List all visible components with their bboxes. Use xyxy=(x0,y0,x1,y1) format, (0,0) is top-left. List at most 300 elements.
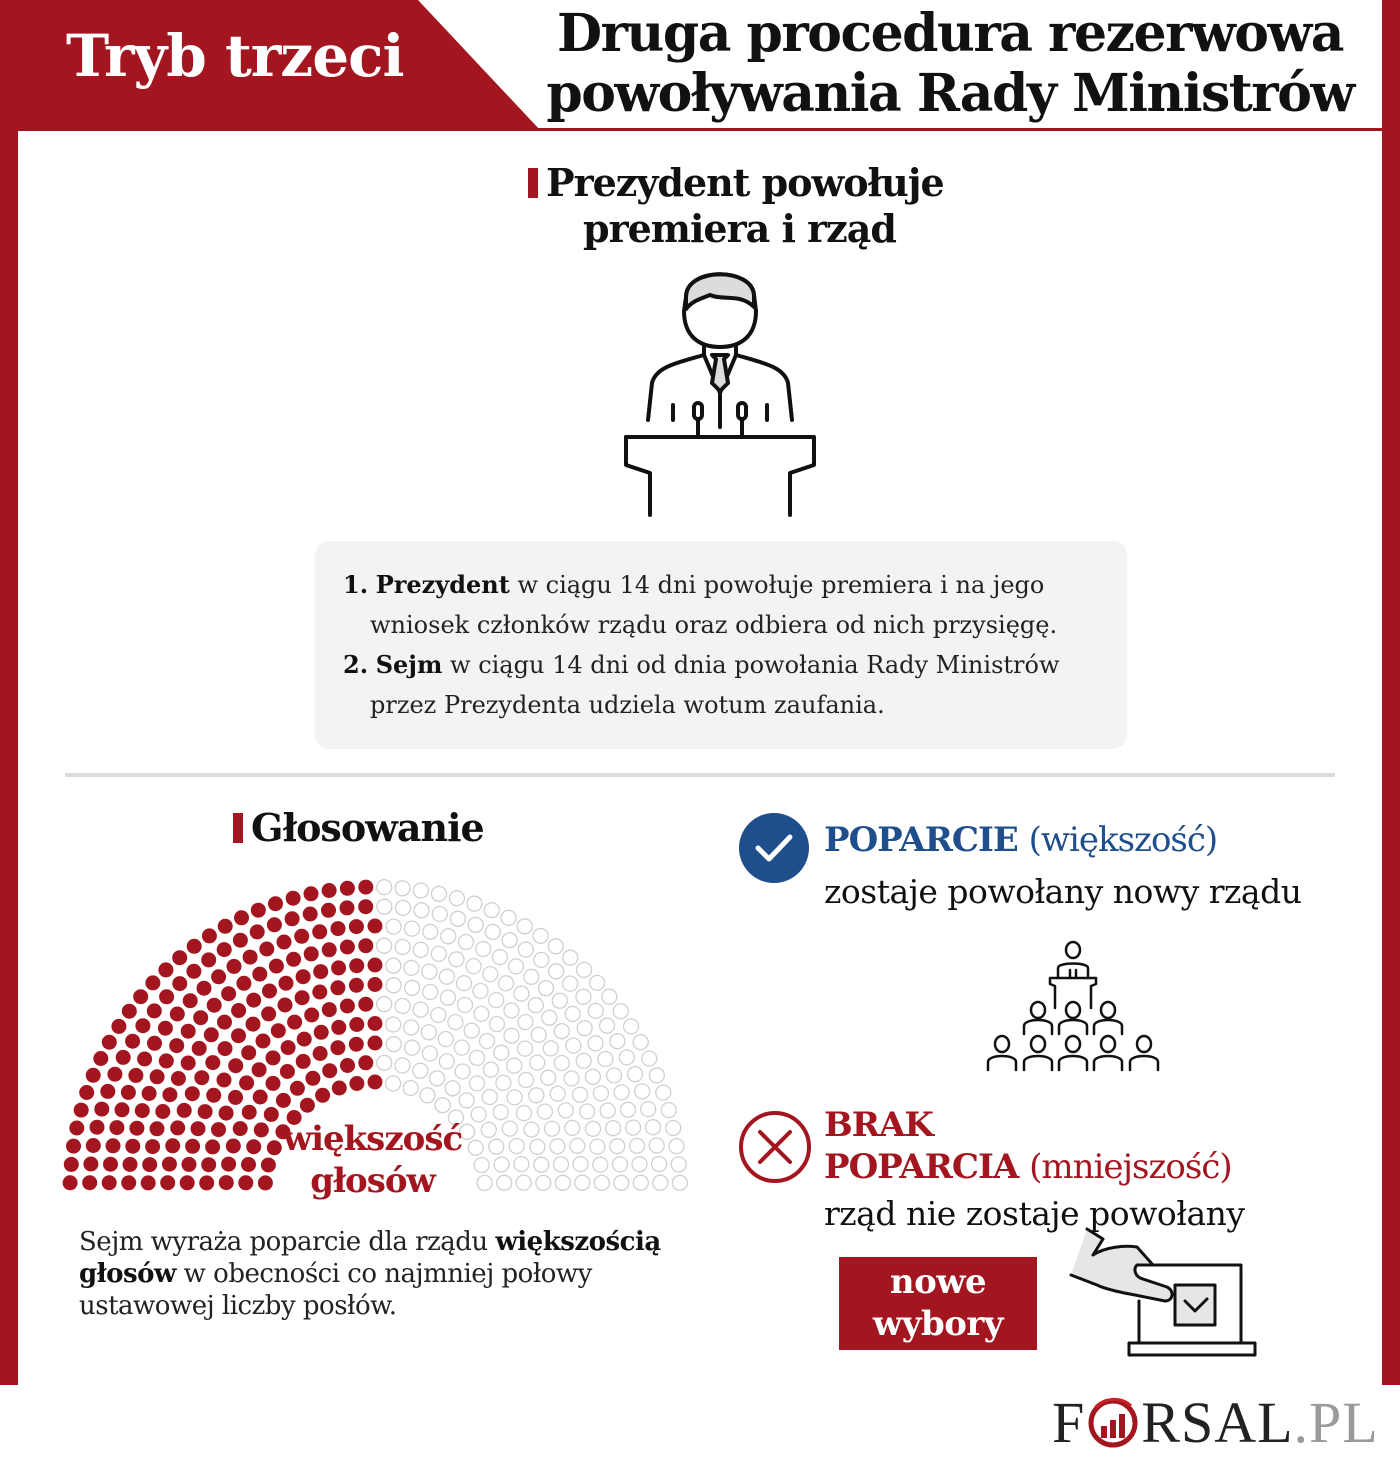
seat-dot xyxy=(649,1138,664,1153)
seat-dot xyxy=(509,959,524,974)
seat-dot xyxy=(386,958,401,973)
seat-dot xyxy=(431,1008,446,1023)
seat-dot xyxy=(290,1081,305,1096)
seat-dot xyxy=(259,942,274,957)
seat-dot xyxy=(404,960,419,975)
seat-dot xyxy=(550,1086,565,1101)
seat-dot xyxy=(233,933,248,948)
seat-dot xyxy=(162,1087,177,1102)
seat-dot xyxy=(405,980,420,995)
step-1-subject: Prezydent xyxy=(375,570,510,599)
logo-prefix: F xyxy=(1052,1389,1086,1455)
seat-dot xyxy=(226,1139,241,1154)
seat-dot xyxy=(349,1076,364,1091)
seat-dot xyxy=(489,1139,504,1154)
seat-dot xyxy=(666,1121,681,1136)
seat-dot xyxy=(485,924,500,939)
seat-dot xyxy=(474,1158,489,1173)
seat-dot xyxy=(493,1105,508,1120)
seat-dot xyxy=(395,881,410,896)
seat-dot xyxy=(445,1081,460,1096)
seat-dot xyxy=(614,1175,629,1190)
seat-dot xyxy=(430,1071,445,1086)
section-marker xyxy=(528,168,538,198)
seat-dot xyxy=(614,1085,629,1100)
seat-dot xyxy=(269,959,284,974)
seat-dot xyxy=(588,1003,603,1018)
seat-dot xyxy=(626,1120,641,1135)
seat-dot xyxy=(158,1021,173,1036)
seat-dot xyxy=(454,1040,469,1055)
seat-dot xyxy=(621,1102,636,1117)
seat-dot xyxy=(64,1157,79,1172)
seat-dot xyxy=(590,1139,605,1154)
seat-dot xyxy=(570,1138,585,1153)
seat-dot xyxy=(585,1069,600,1084)
seat-dot xyxy=(413,883,428,898)
seat-dot xyxy=(483,1062,498,1077)
seat-dot xyxy=(566,1038,581,1053)
main-title xyxy=(540,4,1360,124)
seat-dot xyxy=(211,1122,226,1137)
seat-dot xyxy=(185,1139,200,1154)
appointment-heading-line1: Prezydent powołuje xyxy=(546,160,944,205)
seat-dot xyxy=(106,1138,121,1153)
seat-dot xyxy=(635,1084,650,1099)
seat-dot xyxy=(256,1034,271,1049)
seat-dot xyxy=(155,1104,170,1119)
step-2-number: 2. xyxy=(343,650,369,679)
logo-domain: .PL xyxy=(1293,1389,1379,1455)
seat-dot xyxy=(181,1056,196,1071)
seat-dot xyxy=(431,946,446,961)
seat-dot xyxy=(349,1017,364,1032)
seat-dot xyxy=(368,1036,383,1051)
seat-dot xyxy=(577,962,592,977)
seat-dot xyxy=(116,1050,131,1065)
seat-dot xyxy=(519,1073,534,1088)
seat-dot xyxy=(358,899,373,914)
seat-dot xyxy=(440,990,455,1005)
seat-dot xyxy=(135,1018,150,1033)
seat-dot xyxy=(514,1157,529,1172)
seat-dot xyxy=(464,1023,479,1038)
seat-dot xyxy=(358,938,373,953)
x-circle-icon xyxy=(738,1110,812,1184)
appointment-heading xyxy=(528,160,968,252)
seat-dot xyxy=(231,1028,246,1043)
seat-dot xyxy=(496,1075,511,1090)
seat-dot xyxy=(107,1067,122,1082)
seat-dot xyxy=(600,1103,615,1118)
seat-dot xyxy=(423,924,438,939)
logo-suffix: RSAL xyxy=(1141,1389,1294,1455)
frame-right-border xyxy=(1382,0,1400,1385)
seat-dot xyxy=(624,1019,639,1034)
seat-dot xyxy=(133,989,148,1004)
seat-dot xyxy=(593,1157,608,1172)
seat-dot xyxy=(610,1139,625,1154)
seat-dot xyxy=(160,1175,175,1190)
seat-dot xyxy=(534,952,549,967)
seat-dot xyxy=(358,1055,373,1070)
seat-dot xyxy=(450,911,465,926)
seat-dot xyxy=(473,984,488,999)
majority-label xyxy=(275,1118,470,1202)
seat-dot xyxy=(490,1017,505,1032)
forsal-logo xyxy=(1052,1390,1379,1454)
seat-dot xyxy=(653,1175,668,1190)
seat-dot xyxy=(315,1088,330,1103)
seat-dot xyxy=(227,959,242,974)
seat-dot xyxy=(470,1050,485,1065)
seat-dot xyxy=(504,1028,519,1043)
seat-dot xyxy=(281,1040,296,1055)
step-1-text: w ciągu 14 dni powołuje premiera i na jego wniosek członków rządu oraz odbiera od nich przysięgę. xyxy=(370,571,1058,639)
seat-dot xyxy=(630,1138,645,1153)
seat-dot xyxy=(297,1032,312,1047)
support-title-paren: (większość) xyxy=(1028,820,1218,860)
no-support-title xyxy=(824,1104,1232,1188)
seat-dot xyxy=(349,978,364,993)
seat-dot xyxy=(197,981,212,996)
seat-dot xyxy=(123,1157,138,1172)
seat-dot xyxy=(633,1035,648,1050)
seat-dot xyxy=(565,1120,580,1135)
support-title-main: POPARCIE xyxy=(824,820,1018,860)
no-support-description: rząd nie zostaje powołany xyxy=(824,1194,1245,1233)
seat-dot xyxy=(313,964,328,979)
seat-dot xyxy=(192,1041,207,1056)
seat-dot xyxy=(459,935,474,950)
seat-dot xyxy=(330,1040,345,1055)
seat-dot xyxy=(602,989,617,1004)
seat-dot xyxy=(482,1090,497,1105)
seat-dot xyxy=(321,903,336,918)
seat-dot xyxy=(405,1040,420,1055)
seat-dot xyxy=(171,1071,186,1086)
no-support-title-paren: (mniejszość) xyxy=(1029,1147,1232,1187)
seat-dot xyxy=(206,1088,221,1103)
seat-dot xyxy=(279,976,294,991)
seat-dot xyxy=(606,1121,621,1136)
seat-dot xyxy=(142,1086,157,1101)
seat-dot xyxy=(266,1050,281,1065)
seat-dot xyxy=(457,976,472,991)
seat-dot xyxy=(548,939,563,954)
seat-dot xyxy=(102,1175,117,1190)
seat-dot xyxy=(613,1157,628,1172)
step-2-subject: Sejm xyxy=(375,650,443,679)
seat-dot xyxy=(331,960,346,975)
seat-dot xyxy=(330,980,345,995)
voting-description-bold: większością głosów xyxy=(79,1227,661,1289)
support-description: zostaje powołany nowy rządu xyxy=(824,872,1302,911)
seat-dot xyxy=(652,1157,667,1172)
seat-dot xyxy=(518,1015,533,1030)
new-elections-line2: wybory xyxy=(872,1304,1004,1344)
seat-dot xyxy=(296,1054,311,1069)
no-support-title-line1: BRAK xyxy=(824,1105,933,1145)
seat-dot xyxy=(441,929,456,944)
seat-dot xyxy=(128,1068,143,1083)
seat-dot xyxy=(499,976,514,991)
seat-dot xyxy=(386,1017,401,1032)
seat-dot xyxy=(377,880,392,895)
seat-dot xyxy=(423,985,438,1000)
seat-dot xyxy=(300,1098,315,1113)
seat-dot xyxy=(159,989,174,1004)
seat-dot xyxy=(201,1157,216,1172)
seat-dot xyxy=(368,919,383,934)
seat-dot xyxy=(205,1139,220,1154)
seat-dot xyxy=(217,1015,232,1030)
seat-dot xyxy=(295,990,310,1005)
seat-dot xyxy=(516,1175,531,1190)
seat-dot xyxy=(468,917,483,932)
steps-box xyxy=(315,541,1127,749)
seat-dot xyxy=(186,964,201,979)
seat-dot xyxy=(261,1158,276,1173)
seat-dot xyxy=(211,969,226,984)
seat-dot xyxy=(340,1058,355,1073)
seat-dot xyxy=(162,1157,177,1172)
seat-dot xyxy=(543,1041,558,1056)
seat-dot xyxy=(271,1023,286,1038)
seat-dot xyxy=(86,1068,101,1083)
seat-dot xyxy=(573,1087,588,1102)
seat-dot xyxy=(82,1175,97,1190)
seat-dot xyxy=(74,1103,89,1118)
seat-dot xyxy=(489,993,504,1008)
seat-dot xyxy=(312,985,327,1000)
seat-dot xyxy=(250,924,265,939)
seat-dot xyxy=(542,1010,557,1025)
seat-dot xyxy=(254,1122,269,1137)
seat-dot xyxy=(129,1121,144,1136)
seat-dot xyxy=(181,1024,196,1039)
seat-dot xyxy=(565,1007,580,1022)
seat-dot xyxy=(331,921,346,936)
seat-dot xyxy=(242,1105,257,1120)
seat-dot xyxy=(233,1121,248,1136)
seat-dot xyxy=(340,999,355,1014)
new-elections-badge xyxy=(839,1257,1037,1350)
seat-dot xyxy=(243,950,258,965)
seat-dot xyxy=(145,975,160,990)
step-2-text: w ciągu 14 dni od dnia powołania Rady Ministrów przez Prezydenta udziela wotum zaufania. xyxy=(370,651,1060,719)
seat-dot xyxy=(501,910,516,925)
main-title-line2: powoływania Rady Ministrów xyxy=(546,63,1354,124)
seat-dot xyxy=(598,1052,613,1067)
seat-dot xyxy=(529,1088,544,1103)
seat-dot xyxy=(580,1104,595,1119)
seat-dot xyxy=(661,1103,676,1118)
voting-description-post: w obecności co najmniej połowy ustawowej liczby posłów. xyxy=(79,1259,592,1321)
seat-dot xyxy=(246,993,261,1008)
seat-dot xyxy=(277,935,292,950)
seat-dot xyxy=(537,1104,552,1119)
voting-description xyxy=(79,1226,679,1322)
seat-dot xyxy=(349,958,364,973)
seat-dot xyxy=(177,1103,192,1118)
seat-dot xyxy=(516,1106,531,1121)
seat-dot xyxy=(262,984,277,999)
seat-dot xyxy=(305,1071,320,1086)
seat-dot xyxy=(549,964,564,979)
seat-dot xyxy=(432,907,447,922)
seat-dot xyxy=(187,939,202,954)
seat-dot xyxy=(395,940,410,955)
seat-dot xyxy=(234,910,249,925)
seat-dot xyxy=(185,1086,200,1101)
seat-dot xyxy=(69,1121,84,1136)
seat-dot xyxy=(141,1175,156,1190)
seat-dot xyxy=(218,1041,233,1056)
seat-dot xyxy=(172,950,187,965)
seat-dot xyxy=(239,1075,254,1090)
step-2 xyxy=(343,645,1107,725)
seat-dot xyxy=(205,1055,220,1070)
seat-dot xyxy=(541,1070,556,1085)
seat-dot xyxy=(147,1036,162,1051)
seat-dot xyxy=(459,1093,474,1108)
seat-dot xyxy=(193,1010,208,1025)
seat-dot xyxy=(403,1081,418,1096)
seat-dot xyxy=(642,1051,657,1066)
seat-dot xyxy=(125,1034,140,1049)
seat-dot xyxy=(322,942,337,957)
seat-dot xyxy=(458,998,473,1013)
seat-dot xyxy=(528,998,543,1013)
seat-dot xyxy=(201,952,216,967)
seat-dot xyxy=(395,1058,410,1073)
seat-dot xyxy=(386,978,401,993)
seat-dot xyxy=(147,1003,162,1018)
seat-dot xyxy=(280,1064,295,1079)
seat-dot xyxy=(312,924,327,939)
seat-dot xyxy=(470,1076,485,1091)
voting-heading xyxy=(233,805,484,850)
step-1 xyxy=(343,565,1107,645)
seat-dot xyxy=(218,919,233,934)
seat-dot xyxy=(575,1175,590,1190)
seat-dot xyxy=(66,1139,81,1154)
seat-dot xyxy=(322,1002,337,1017)
header-underline xyxy=(18,128,1382,131)
seat-dot xyxy=(199,1175,214,1190)
seat-dot xyxy=(577,1021,592,1036)
seat-dot xyxy=(573,1157,588,1172)
seat-dot xyxy=(228,1058,243,1073)
seat-dot xyxy=(481,1122,496,1137)
seat-dot xyxy=(593,1086,608,1101)
seat-dot xyxy=(536,1175,551,1190)
seat-dot xyxy=(241,1157,256,1172)
seat-dot xyxy=(554,1024,569,1039)
no-support-title-line2: POPARCIA xyxy=(824,1147,1019,1187)
seat-dot xyxy=(413,942,428,957)
seat-dot xyxy=(285,911,300,926)
seat-dot xyxy=(435,1098,450,1113)
seat-dot xyxy=(100,1084,115,1099)
seat-dot xyxy=(121,1175,136,1190)
seat-dot xyxy=(671,1157,686,1172)
seat-dot xyxy=(172,976,187,991)
seat-dot xyxy=(590,975,605,990)
seat-dot xyxy=(258,1175,273,1190)
seat-dot xyxy=(492,950,507,965)
seat-dot xyxy=(656,1085,671,1100)
seat-dot xyxy=(646,1120,661,1135)
seat-dot xyxy=(236,976,251,991)
seat-dot xyxy=(294,929,309,944)
seat-dot xyxy=(517,919,532,934)
seat-dot xyxy=(202,928,217,943)
seat-dot xyxy=(115,1102,130,1117)
seat-dot xyxy=(180,1175,195,1190)
seat-dot xyxy=(303,907,318,922)
ballot-box-icon xyxy=(1065,1225,1265,1360)
seat-dot xyxy=(414,903,429,918)
seat-dot xyxy=(322,883,337,898)
seat-dot xyxy=(449,891,464,906)
seat-dot xyxy=(438,1032,453,1047)
seat-dot xyxy=(340,900,355,915)
seat-dot xyxy=(613,1004,628,1019)
seat-dot xyxy=(386,1076,401,1091)
seat-dot xyxy=(198,1104,213,1119)
seat-dot xyxy=(368,958,383,973)
seat-dot xyxy=(530,1139,545,1154)
seat-dot xyxy=(219,1106,234,1121)
seat-dot xyxy=(502,933,517,948)
seat-dot xyxy=(494,1045,509,1060)
seat-dot xyxy=(607,1068,622,1083)
logo-chart-circle-icon xyxy=(1087,1396,1139,1448)
seat-dot xyxy=(514,986,529,1001)
seat-dot xyxy=(530,1055,545,1070)
seat-dot xyxy=(194,1070,209,1085)
seat-dot xyxy=(191,1121,206,1136)
step-1-number: 1. xyxy=(343,570,369,599)
seat-dot xyxy=(159,1053,174,1068)
seat-dot xyxy=(231,1003,246,1018)
seat-dot xyxy=(507,1058,522,1073)
seat-dot xyxy=(420,1088,435,1103)
seat-dot xyxy=(422,1046,437,1061)
speaker-at-podium-icon xyxy=(620,255,820,520)
seat-dot xyxy=(252,1062,267,1077)
seat-dot xyxy=(170,1007,185,1022)
seat-dot xyxy=(251,903,266,918)
seat-dot xyxy=(476,942,491,957)
seat-dot xyxy=(480,1034,495,1049)
seat-dot xyxy=(103,1157,118,1172)
seat-dot xyxy=(278,998,293,1013)
seat-dot xyxy=(340,940,355,955)
seat-dot xyxy=(286,891,301,906)
seat-dot xyxy=(122,1004,137,1019)
seat-dot xyxy=(632,1157,647,1172)
seat-dot xyxy=(633,1175,648,1190)
seat-dot xyxy=(276,1093,291,1108)
seat-dot xyxy=(331,1020,346,1035)
section-divider xyxy=(65,773,1335,777)
seat-dot xyxy=(169,1038,184,1053)
seat-dot xyxy=(628,1067,643,1082)
check-circle-icon xyxy=(738,812,810,884)
